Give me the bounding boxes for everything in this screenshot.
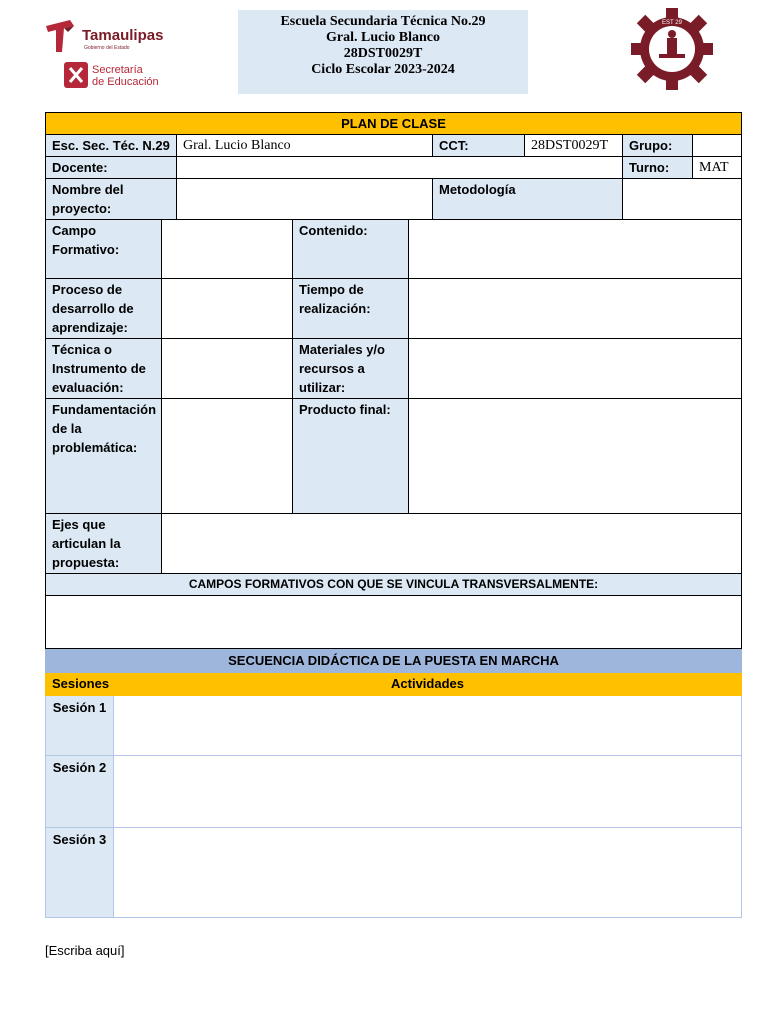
fundamentacion-label: Fundamentación de la problemática: bbox=[46, 399, 162, 514]
session-label: Sesión 2 bbox=[46, 756, 114, 828]
school-cycle: Ciclo Escolar 2023-2024 bbox=[311, 62, 455, 77]
school-cct: 28DST0029T bbox=[343, 46, 423, 61]
campo-value[interactable] bbox=[162, 220, 293, 279]
ejes-label: Ejes que articulan la propuesta: bbox=[46, 514, 162, 574]
transversal-value[interactable] bbox=[46, 596, 742, 649]
cct-value[interactable]: 28DST0029T bbox=[525, 135, 623, 157]
plan-title: PLAN DE CLASE bbox=[46, 113, 742, 135]
proyecto-value[interactable] bbox=[177, 179, 433, 220]
tiempo-label: Tiempo de realización: bbox=[293, 279, 409, 339]
transversal-label: CAMPOS FORMATIVOS CON QUE SE VINCULA TRANSVERSALMENTE: bbox=[46, 574, 742, 596]
producto-label: Producto final: bbox=[293, 399, 409, 514]
school-value[interactable]: Gral. Lucio Blanco bbox=[177, 135, 433, 157]
school-label: Esc. Sec. Téc. N.29 bbox=[46, 135, 177, 157]
table-row bbox=[46, 756, 742, 828]
turno-label: Turno: bbox=[623, 157, 693, 179]
session-label: Sesión 1 bbox=[46, 696, 114, 756]
proceso-value[interactable] bbox=[162, 279, 293, 339]
contenido-value[interactable] bbox=[409, 220, 742, 279]
fundamentacion-value[interactable] bbox=[162, 399, 293, 514]
grupo-label: Grupo: bbox=[623, 135, 693, 157]
docente-label: Docente: bbox=[46, 157, 177, 179]
proceso-label: Proceso de desarrollo de aprendizaje: bbox=[46, 279, 162, 339]
secretaria-line2: de Educación bbox=[92, 76, 159, 88]
tecnica-label: Técnica o Instrumento de evaluación: bbox=[46, 339, 162, 399]
proyecto-label: Nombre del proyecto: bbox=[46, 179, 177, 220]
plan-de-clase-table bbox=[45, 112, 742, 649]
table-row bbox=[46, 828, 742, 918]
materiales-value[interactable] bbox=[409, 339, 742, 399]
materiales-label: Materiales y/o recursos a utilizar: bbox=[293, 339, 409, 399]
secretaria-educacion-logo bbox=[62, 60, 172, 92]
crest-text: EST 29 bbox=[662, 20, 682, 26]
tecnica-value[interactable] bbox=[162, 339, 293, 399]
session-label: Sesión 3 bbox=[46, 828, 114, 918]
tamaulipas-logo bbox=[44, 18, 174, 58]
secretaria-line1: Secretaría bbox=[92, 64, 143, 76]
producto-value[interactable] bbox=[409, 399, 742, 514]
tamaulipas-logo-text: Tamaulipas bbox=[82, 27, 164, 44]
metodologia-value[interactable] bbox=[623, 179, 742, 220]
tiempo-value[interactable] bbox=[409, 279, 742, 339]
school-subname: Gral. Lucio Blanco bbox=[326, 30, 440, 45]
session-activities[interactable] bbox=[114, 756, 742, 828]
tamaulipas-logo-subtitle: Gobierno del Estado bbox=[84, 45, 130, 51]
cct-label: CCT: bbox=[433, 135, 525, 157]
table-row bbox=[46, 696, 742, 756]
metodologia-label: Metodología bbox=[433, 179, 623, 220]
sequence-title: SECUENCIA DIDÁCTICA DE LA PUESTA EN MARCHA bbox=[46, 650, 742, 673]
contenido-label: Contenido: bbox=[293, 220, 409, 279]
school-name: Escuela Secundaria Técnica No.29 bbox=[280, 14, 486, 29]
secuencia-didactica-table bbox=[45, 649, 742, 918]
sesiones-header: Sesiones bbox=[46, 673, 114, 696]
grupo-value[interactable] bbox=[693, 135, 742, 157]
campo-label: Campo Formativo: bbox=[46, 220, 162, 279]
session-activities[interactable] bbox=[114, 696, 742, 756]
docente-value[interactable] bbox=[177, 157, 623, 179]
turno-value[interactable]: MAT bbox=[693, 157, 742, 179]
write-here-placeholder[interactable]: [Escriba aquí] bbox=[45, 943, 125, 958]
ejes-value[interactable] bbox=[162, 514, 742, 574]
actividades-header: Actividades bbox=[114, 673, 742, 696]
session-activities[interactable] bbox=[114, 828, 742, 918]
school-info-box bbox=[238, 10, 528, 94]
school-crest-icon bbox=[631, 8, 713, 90]
